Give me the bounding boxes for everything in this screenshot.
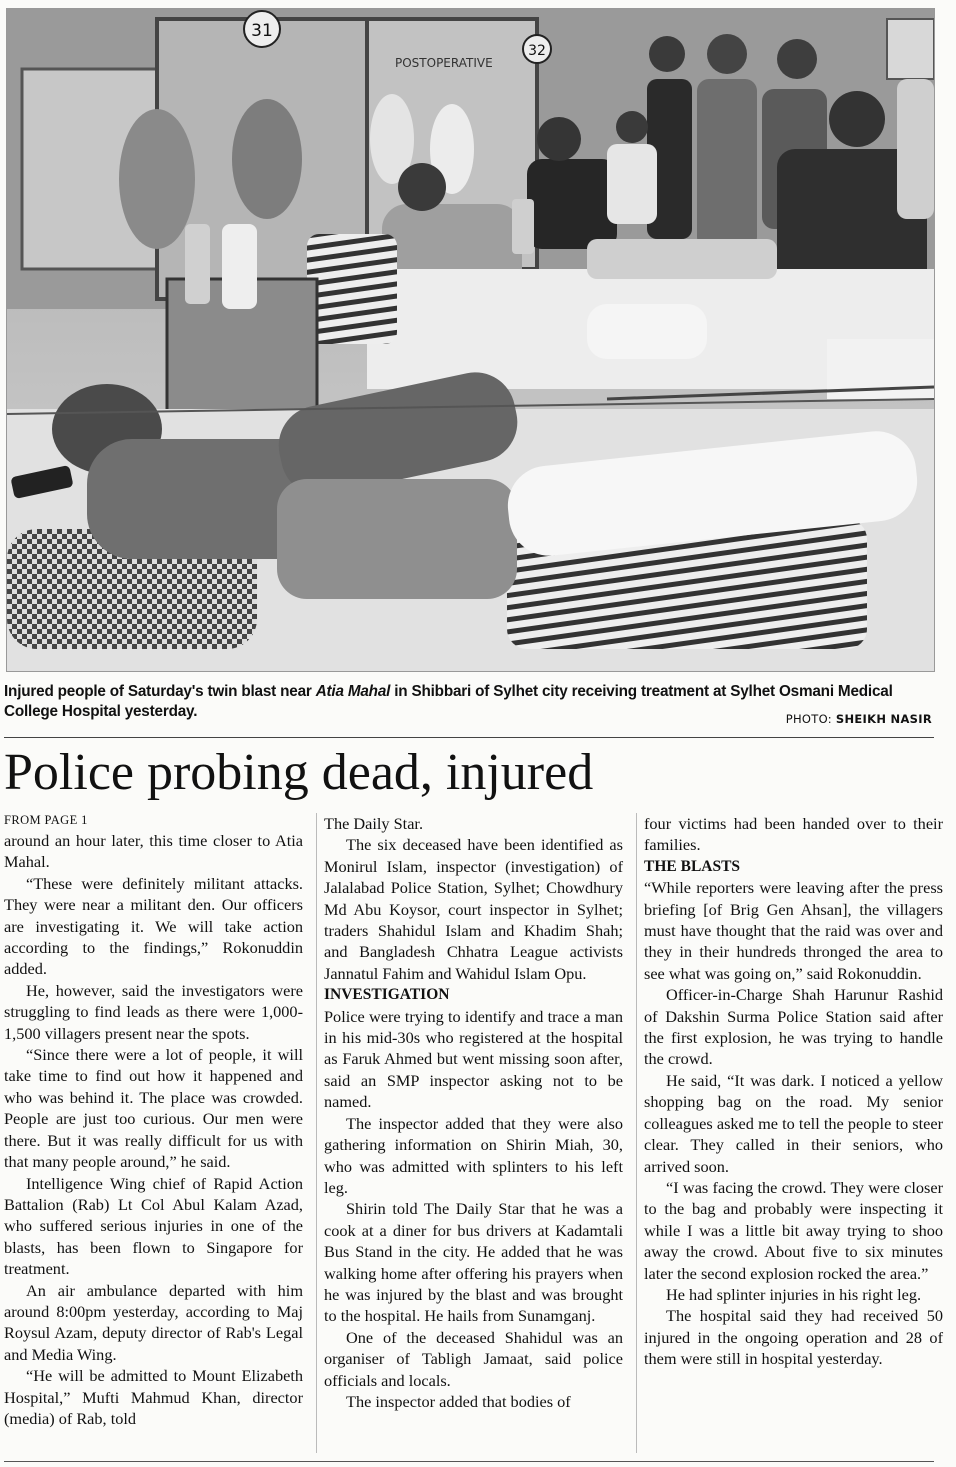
bottom-rule xyxy=(4,1461,934,1462)
article-column-2 xyxy=(324,813,623,1412)
article-paragraph: Officer-in-Charge Shah Harunur Rashid of Dakshin Surma Police Station said after the first explosion, he was trying to handle the crowd. xyxy=(644,985,943,1069)
article-paragraph: “While reporters were leaving after the press briefing [of Brig Gen Ahsan], the villagers must have thought that the raid was over and they in their hundreds thronged the area to see what was going on,” said Rokonuddin. xyxy=(644,878,943,983)
article-paragraph: “I was facing the crowd. They were closer to the bag and probably were inspecting it while I was a little bit away trying to shoo away the crowd. About five to six minutes later the second explosion rocked the area.” xyxy=(644,1177,943,1283)
caption-text-before: Injured people of Saturday's twin blast near xyxy=(4,683,316,700)
ward-number-32: 32 xyxy=(528,43,546,59)
news-photo xyxy=(6,8,935,672)
ward-number-31: 31 xyxy=(251,21,273,41)
subheading: THE BLASTS xyxy=(644,857,741,875)
continuation-tag: FROM PAGE 1 xyxy=(4,813,88,827)
article-paragraph: Police were trying to identify and trace a man in his mid-30s who registered at the hospital as Faruk Ahmed but went missing soon after, said an SMP inspector asking not to be named. xyxy=(324,1006,623,1112)
subheading: INVESTIGATION xyxy=(324,986,450,1004)
article-paragraph: An air ambulance departed with him around 8:00pm yesterday, according to Maj Roysul Azam, deputy director of Rab's Legal and Media Wing. xyxy=(4,1280,303,1364)
article-paragraph: around an hour later, this time closer to Atia Mahal. xyxy=(4,831,303,872)
article-paragraph: “He will be admitted to Mount Elizabeth Hospital,” Mufti Mahmud Khan, director (media) of Rab, told xyxy=(4,1366,303,1428)
article-paragraph: He had splinter injuries in his right leg. xyxy=(666,1284,922,1304)
article-paragraph: He, however, said the investigators were struggling to find leads as there were 1,000-1,500 villagers present near the spots. xyxy=(4,980,303,1043)
article-paragraph: The inspector added that bodies of xyxy=(346,1391,571,1411)
caption-place: Atia Mahal xyxy=(315,683,391,700)
article-paragraph: The Daily Star. xyxy=(324,814,424,833)
caption-text-after: in Shibbari of Sylhet city receiving treatment at Sylhet Osmani Medical College Hospital yesterday. xyxy=(4,683,893,720)
article-paragraph: He said, “It was dark. I noticed a yellow shopping bag on the road. My senior colleagues asked me to tell the people to steer clear. They called in their seniors, who arrived soon. xyxy=(644,1070,943,1176)
column-divider xyxy=(316,813,317,1453)
article-paragraph: One of the deceased Shahidul was an organiser of Tabligh Jamaat, said police officials and locals. xyxy=(324,1327,623,1390)
column-divider xyxy=(636,813,637,1453)
photo-credit xyxy=(786,712,932,726)
article-column-1 xyxy=(4,813,303,1429)
headline: Police probing dead, injured xyxy=(4,744,594,801)
article-paragraph: Intelligence Wing chief of Rapid Action Battalion (Rab) Lt Col Abul Kalam Azad, who suffered serious injuries in one of the blasts, has been flown to Singapore for treatment. xyxy=(4,1173,303,1279)
photo-credit-name: SHEIKH NASIR xyxy=(835,712,932,726)
hospital-ward-photo xyxy=(7,9,934,671)
article-paragraph: Shirin told The Daily Star that he was a cook at a diner for bus drivers at Kadamtali Bus Stand in the city. He added that he was walking home after offering his prayers when he was injured by the blast and was brought to the hospital. He hails from Sunamganj. xyxy=(324,1199,623,1326)
article-paragraph: The inspector added that they were also gathering information on Shirin Miah, 30, who was admitted with splinters to his left leg. xyxy=(324,1113,623,1197)
article-paragraph: “These were definitely militant attacks. They were near a militant den. Our officers are investigating it. We will take action according to the findings,” Rokonuddin added. xyxy=(4,873,303,979)
ward-sign: POSTOPERATIVE xyxy=(395,56,493,70)
article-paragraph: four victims had been handed over to their families. xyxy=(644,814,943,855)
article-paragraph: The hospital said they had received 50 injured in the ongoing operation and 28 of them were still in hospital yesterday. xyxy=(644,1306,943,1369)
article-paragraph: “Since there were a lot of people, it will take time to find out how it happened and who was behind it. The place was crowded. People are just too curious. Our men were there. But it was really difficult for us with that many people around,” he said. xyxy=(4,1045,303,1172)
article-column-3 xyxy=(644,813,943,1370)
article-paragraph: The six deceased have been identified as Monirul Islam, inspector (investigation) of Jalalabad Police Station, Sylhet; Chowdhury Md Abu Koysor, court inspector in Sylhet; traders Shahidul Islam and Khadim Shah; and Bangladesh Chhatra League activists Jannatul Fahim and Wahidul Islam Opu. xyxy=(324,835,623,983)
top-rule xyxy=(4,737,934,738)
photo-credit-label: PHOTO: xyxy=(785,712,832,726)
